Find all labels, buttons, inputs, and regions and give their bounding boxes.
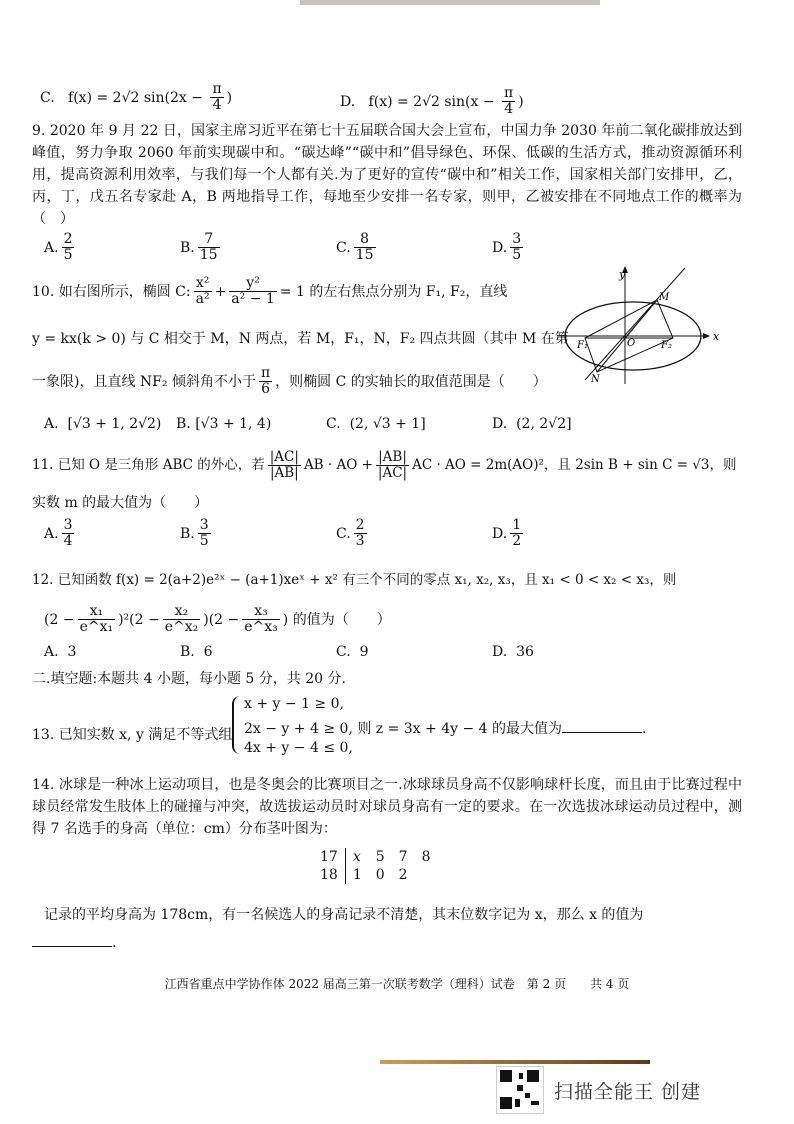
stem-leaf-plot <box>318 848 438 884</box>
scanner-watermark <box>496 1066 701 1114</box>
q11-line2: 实数 m 的最大值为（ ） <box>32 495 209 511</box>
point-f1-label: F₁ <box>577 340 588 351</box>
q11-option-d: D. $\frac{1}{2}$ <box>492 517 522 550</box>
scan-edge-mark <box>300 0 600 5</box>
q10-option-d: D. (2, 2√2] <box>492 416 572 432</box>
q13-ineq-2: 2x − y + 4 ≥ 0, 则 z = 3x + 4y − 4 的最大值为 . <box>244 718 646 738</box>
stem-row: 18 1 0 2 <box>320 867 408 883</box>
scanner-label: 扫描全能王 创建 <box>554 1080 702 1103</box>
q13-ineq-3: 4x + y − 4 ≤ 0, <box>244 740 353 756</box>
x-axis-arrow <box>703 333 710 339</box>
point-f2-label: F₂ <box>661 340 672 351</box>
point-n-label: N <box>591 374 600 385</box>
q9-option-b: B. $\frac{7}{15}$ <box>180 231 218 264</box>
q11-option-c: C. $\frac{2}{3}$ <box>336 517 365 550</box>
q14-text: 14. 冰球是一种冰上运动项目，也是冬奥会的比赛项目之一.冰球球员身高不仅影响球杆长度，而且由于比赛过程中球员经常发生肢体上的碰撞与冲突，故选拔运动员时对球员身高有一定的要求。在一次选拔冰球运动员过程中，测得 7 名选手的身高（单位：cm）分布茎叶图为： <box>32 777 742 837</box>
q12-option-a: A. 3 <box>44 644 77 660</box>
q11-line1: 11. 已知 O 是三角形 ABC 的外心，若 $\frac{|AC|}{|AB|}$ AB · AO + $\frac{|AB|}{|AC|}$ AC · AO = 2m(AO)²，且 2sin B + sin C = √3，则 <box>32 449 737 481</box>
q14-answer-line: . <box>32 932 116 951</box>
q10-option-b: B. [√3 + 1, 4) <box>176 416 272 432</box>
q10-line2: y = kx(k > 0) 与 C 相交于 M，N 两点，若 M，F₁，N，F₂ 四点共圆（其中 M 在第 <box>32 331 569 347</box>
q11-option-b: B. $\frac{3}{5}$ <box>180 517 209 550</box>
q12-option-b: B. 6 <box>180 644 213 660</box>
q8-option-d: D. f(x) = 2√2 sin(x − $\frac{\pi}{4}$ ) <box>340 85 524 118</box>
q11-option-a: A. $\frac{3}{4}$ <box>44 517 73 550</box>
point-m-label: M <box>659 292 670 303</box>
x-axis-label: x <box>713 330 720 343</box>
q9-option-c: C. $\frac{8}{15}$ <box>336 231 374 264</box>
qr-code-icon <box>496 1066 544 1114</box>
q9-text: 9. 2020 年 9 月 22 日，国家主席习近平在第七十五届联合国大会上宣布，中国力争 2030 年前二氧化碳排放达到峰值，努力争取 2060 年前实现碳中和。“碳达峰”“碳中和”倡导绿色、环保、低碳的生活方式，推动资源循环利用，提高资源利用效率，与我们每一个人都有关.为了更好的宣传“碳中和”相关工作，国家相关部门安排甲，乙，丙，丁，戊五名专家赴 A，B 两地指导工作，每地至少安排一名专家，则甲，乙被安排在不同地点工作的概率为（ ） <box>32 123 742 227</box>
q9-option-a: A. $\frac{2}{5}$ <box>44 231 73 264</box>
q12-option-d: D. 36 <box>492 644 534 660</box>
q10-option-c: C. (2, √3 + 1] <box>326 416 426 432</box>
y-axis-label: y <box>619 268 626 281</box>
q10-line3: 一象限)，且直线 NF₂ 倾斜角不小于 $\frac{\pi}{6}$ ，则椭圆 C 的实轴长的取值范围是（ ） <box>32 365 547 398</box>
origin-label: O <box>627 338 636 349</box>
stem-row: 17 x 5 7 8 <box>320 849 431 865</box>
page-footer: 江西省重点中学协作体 2022 届高三第一次联考数学（理科）试卷 第 2 页 共 4 页 <box>164 977 630 991</box>
q8-option-c: C. f(x) = 2√2 sin(2x − $\frac{\pi}{4}$ ) <box>40 81 233 114</box>
q12-line1: 12. 已知函数 f(x) = 2(a+2)e²ˣ − (a+1)xeˣ + x² 有三个不同的零点 x₁, x₂, x₃，且 x₁ < 0 < x₂ < x₃，则 <box>32 572 677 588</box>
q10-option-a: A. [√3 + 1, 2√2) <box>44 416 162 432</box>
q14-answer-blank[interactable] <box>32 932 112 947</box>
ellipse-figure <box>555 262 725 386</box>
scan-bottom-edge <box>380 1060 650 1064</box>
q12-expression: (2 − $\frac{\text{x₁}}{\text{e\textasciicircum{}x₁}}$ )²(2 − $\frac{\text{x₂}}{\text{e\textasciicircum{}x₂}}$ )(2 − $\frac{\text{x₃}}{\text{e\textasciicircum{}x₃}}$ ) 的值为（ ） <box>44 603 391 636</box>
segment-mo <box>625 300 657 338</box>
q13-answer-blank[interactable] <box>562 718 642 733</box>
q13-lead: 13. 已知实数 x, y 满足不等式组 <box>32 727 233 743</box>
q14-line-after: 记录的平均身高为 178cm，有一名候选人的身高记录不清楚，其末位数字记为 x，那么 x 的值为 <box>44 907 644 923</box>
q13-ineq-1: x + y − 1 ≥ 0, <box>244 696 344 712</box>
line-y-kx <box>585 268 685 380</box>
q13-brace <box>232 696 242 754</box>
q12-option-c: C. 9 <box>336 644 369 660</box>
section-title-fill-in: 二.填空题:本题共 4 小题，每小题 5 分，共 20 分. <box>32 671 346 687</box>
q9-option-d: D. $\frac{3}{5}$ <box>492 231 522 264</box>
q10-line1: 10. 如右图所示，椭圆 C: $\frac{\text{x²}}{\text{a²}}$ + $\frac{\text{y²}}{\text{a² − 1}}$ = 1 的左右焦点分别为 F₁, F₂，直线 <box>32 275 508 308</box>
